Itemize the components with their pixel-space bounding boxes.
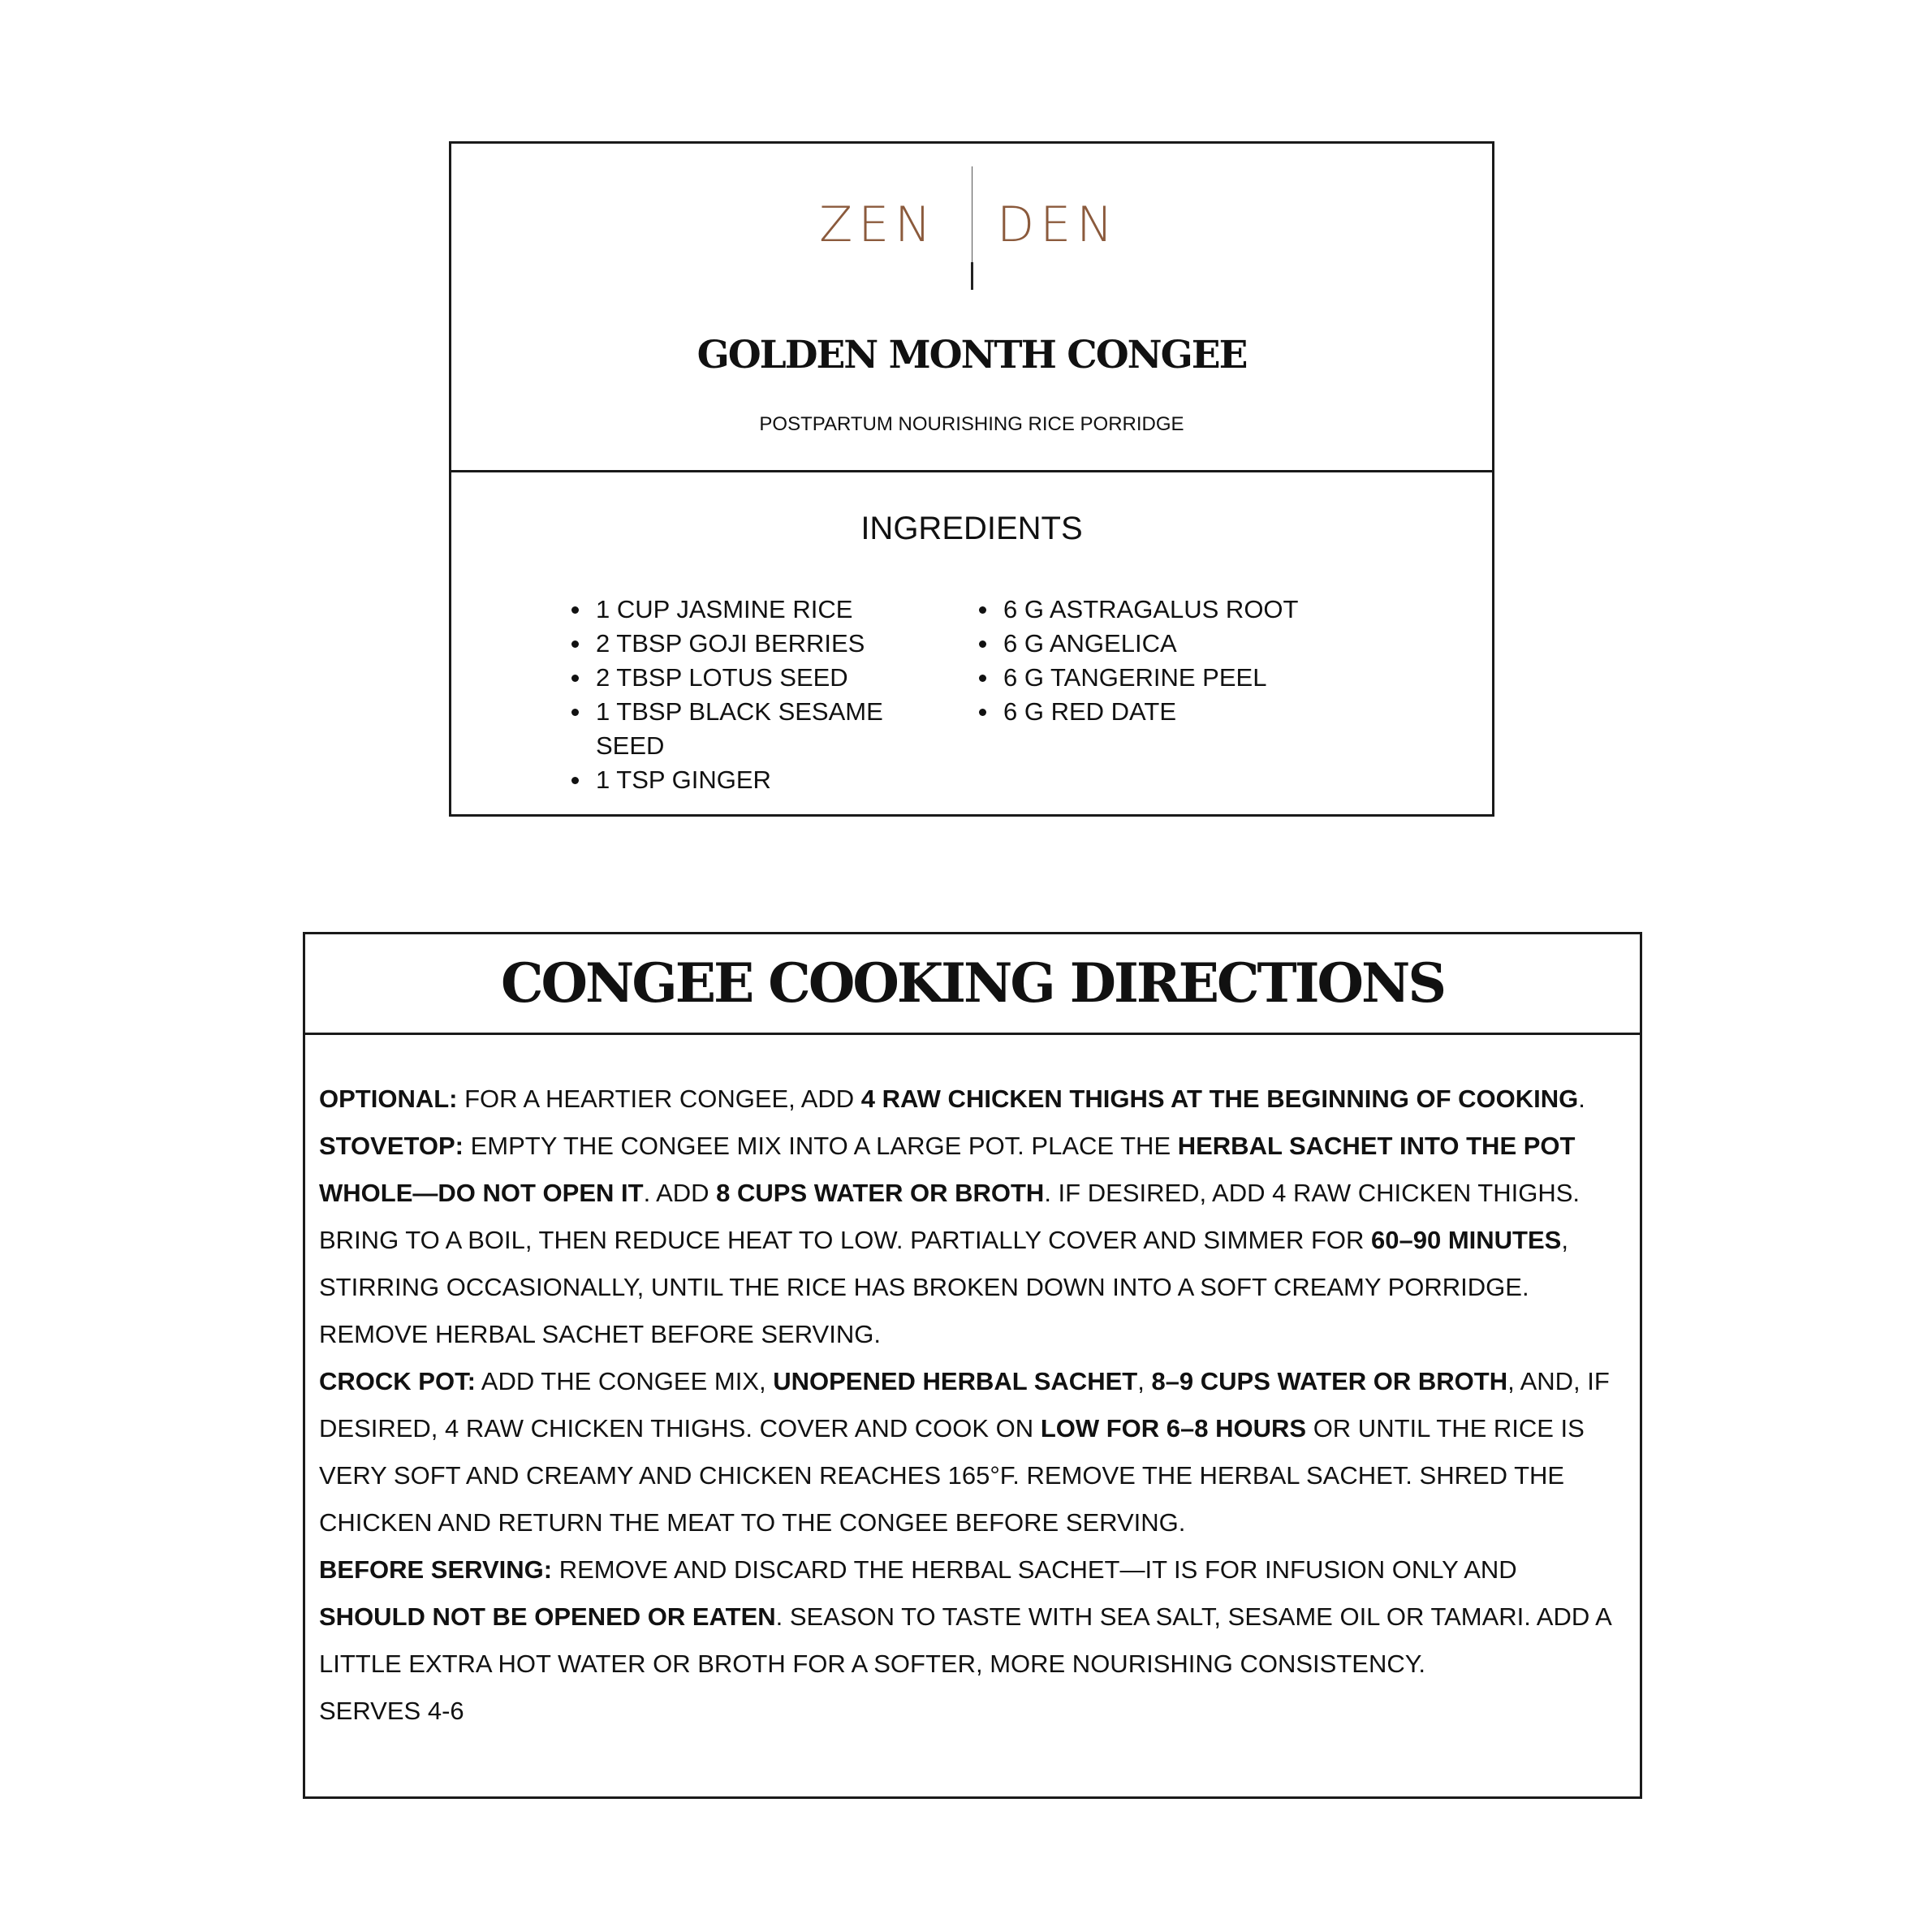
crockpot-text: , AND, IF DESIRED, 4 RAW CHICKEN THIGHS. COVER AND COOK ON — [319, 1367, 1610, 1443]
logo-divider-stroke — [971, 262, 973, 290]
stovetop-emphasis: 60–90 MINUTES — [1371, 1226, 1562, 1254]
optional-paragraph — [319, 1076, 1630, 1123]
stovetop-text: EMPTY THE CONGEE MIX INTO A LARGE POT. PLACE THE — [464, 1132, 1178, 1160]
optional-label: OPTIONAL: — [319, 1085, 458, 1113]
before-serving-paragraph — [319, 1546, 1630, 1688]
crockpot-paragraph — [319, 1358, 1630, 1546]
logo-word-right: DEN — [997, 196, 1119, 253]
crockpot-text: OR UNTIL THE RICE IS VERY SOFT AND CREAMY AND CHICKEN REACHES 165°F. REMOVE THE HERBAL SACHET. SHRED THE CHICKEN AND RETURN THE MEAT TO THE CONGEE BEFORE SERVING. — [319, 1414, 1585, 1537]
recipe-card — [449, 141, 1494, 817]
stovetop-label: STOVETOP: — [319, 1132, 464, 1160]
stovetop-text: . IF DESIRED, ADD 4 RAW CHICKEN THIGHS. BRING TO A BOIL, THEN REDUCE HEAT TO LOW. PARTIALLY COVER AND SIMMER FOR — [319, 1179, 1581, 1254]
directions-body — [319, 1076, 1630, 1735]
recipe-title: GOLDEN MONTH CONGEE — [696, 333, 1247, 377]
optional-text: FOR A HEARTIER CONGEE, ADD — [457, 1085, 861, 1113]
before-serving-label: BEFORE SERVING: — [319, 1555, 553, 1584]
section-divider — [303, 1033, 1642, 1035]
directions-card — [303, 932, 1642, 1799]
crockpot-text: , — [1137, 1367, 1152, 1395]
stovetop-emphasis: 8 CUPS WATER OR BROTH — [716, 1179, 1045, 1207]
crockpot-emphasis: UNOPENED HERBAL SACHET — [773, 1367, 1138, 1395]
ingredients-list-right — [971, 593, 1393, 729]
crockpot-emphasis: LOW FOR 6–8 HOURS — [1040, 1414, 1307, 1443]
serves-line: SERVES 4-6 — [319, 1697, 464, 1725]
brand-logo — [451, 166, 1497, 288]
list-item: 6 G TANGERINE PEEL — [1003, 661, 1393, 695]
list-item: 6 G RED DATE — [1003, 695, 1393, 729]
crockpot-label: CROCK POT: — [319, 1367, 476, 1395]
crockpot-emphasis: 8–9 CUPS WATER OR BROTH — [1151, 1367, 1508, 1395]
stovetop-emphasis: HERBAL SACHET INTO THE POT WHOLE—DO NOT OPEN IT — [319, 1132, 1576, 1207]
ingredients-list-left — [563, 593, 904, 797]
stovetop-text: , STIRRING OCCASIONALLY, UNTIL THE RICE HAS BROKEN DOWN INTO A SOFT CREAMY PORRIDGE. REMOVE HERBAL SACHET BEFORE SERVING. — [319, 1226, 1568, 1348]
stovetop-text: . ADD — [643, 1179, 717, 1207]
list-item: 1 TBSP BLACK SESAME SEED — [596, 695, 904, 763]
logo-word-left: ZEN — [819, 196, 937, 253]
stovetop-paragraph — [319, 1123, 1630, 1358]
before-serving-text: . SEASON TO TASTE WITH SEA SALT, SESAME OIL OR TAMARI. ADD A LITTLE EXTRA HOT WATER OR BROTH FOR A SOFTER, MORE NOURISHING CONSISTENCY. — [319, 1602, 1611, 1678]
before-serving-text: REMOVE AND DISCARD THE HERBAL SACHET—IT IS FOR INFUSION ONLY AND — [552, 1555, 1517, 1584]
list-item: 2 TBSP GOJI BERRIES — [596, 627, 904, 661]
crockpot-text: ADD THE CONGEE MIX, — [475, 1367, 774, 1395]
recipe-subtitle: POSTPARTUM NOURISHING RICE PORRIDGE — [759, 413, 1184, 435]
list-item: 6 G ANGELICA — [1003, 627, 1393, 661]
ingredients-heading: INGREDIENTS — [860, 511, 1083, 546]
section-divider — [449, 470, 1494, 472]
list-item: 2 TBSP LOTUS SEED — [596, 661, 904, 695]
list-item: 1 TSP GINGER — [596, 763, 904, 797]
optional-text: . — [1578, 1085, 1585, 1113]
directions-title: CONGEE COOKING DIRECTIONS — [501, 951, 1444, 1015]
list-item: 1 CUP JASMINE RICE — [596, 593, 904, 627]
list-item: 6 G ASTRAGALUS ROOT — [1003, 593, 1393, 627]
optional-emphasis: 4 RAW CHICKEN THIGHS AT THE BEGINNING OF COOKING — [860, 1085, 1579, 1113]
before-serving-emphasis: SHOULD NOT BE OPENED OR EATEN — [319, 1602, 776, 1631]
